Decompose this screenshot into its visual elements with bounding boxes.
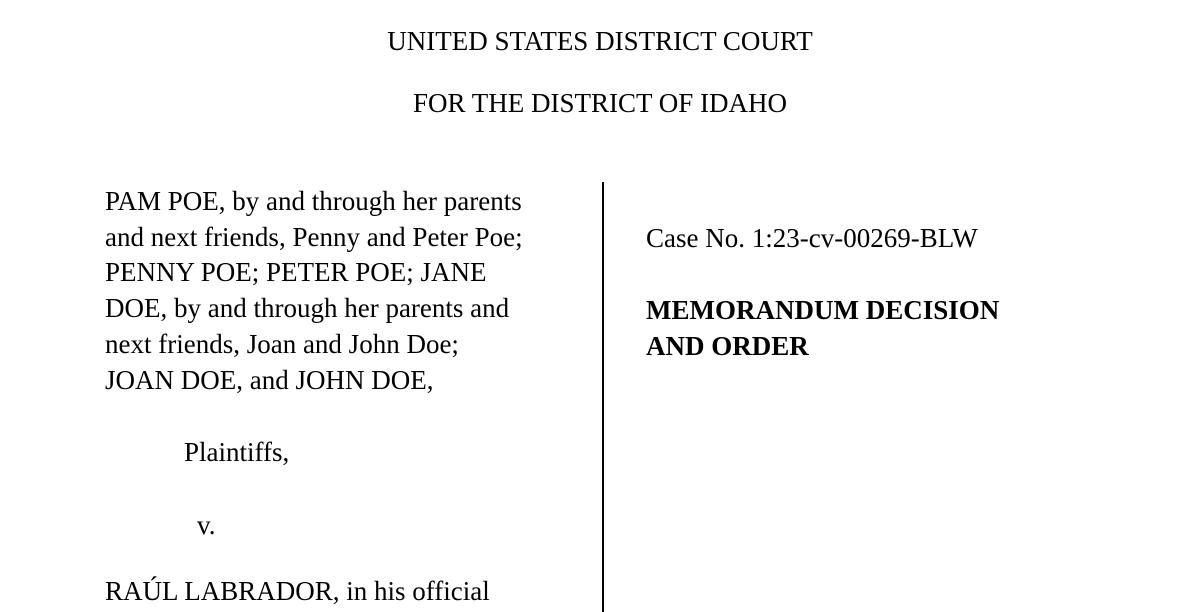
document-title-line: MEMORANDUM DECISION <box>646 295 1000 325</box>
caption-parties <box>105 184 600 398</box>
party-line: PENNY POE; PETER POE; JANE <box>105 257 487 288</box>
defendant-line: RAÚL LABRADOR, in his official <box>105 576 490 606</box>
court-district: FOR THE DISTRICT OF IDAHO <box>412 88 788 118</box>
party-line: JOAN DOE, and JOHN DOE, <box>105 364 434 395</box>
document-title <box>646 292 999 364</box>
versus-label: v. <box>197 510 216 540</box>
plaintiffs-label: Plaintiffs, <box>184 437 290 467</box>
case-number: Case No. 1:23-cv-00269-BLW <box>646 223 978 253</box>
caption-divider <box>602 182 604 612</box>
party-line: next friends, Joan and John Doe; <box>105 328 459 359</box>
party-line: DOE, by and through her parents and <box>105 293 510 324</box>
document-title-line: AND ORDER <box>646 331 809 361</box>
court-name: UNITED STATES DISTRICT COURT <box>387 26 813 56</box>
party-line: PAM POE, by and through her parents <box>105 186 522 216</box>
party-line: and next friends, Penny and Peter Poe; <box>105 221 523 252</box>
